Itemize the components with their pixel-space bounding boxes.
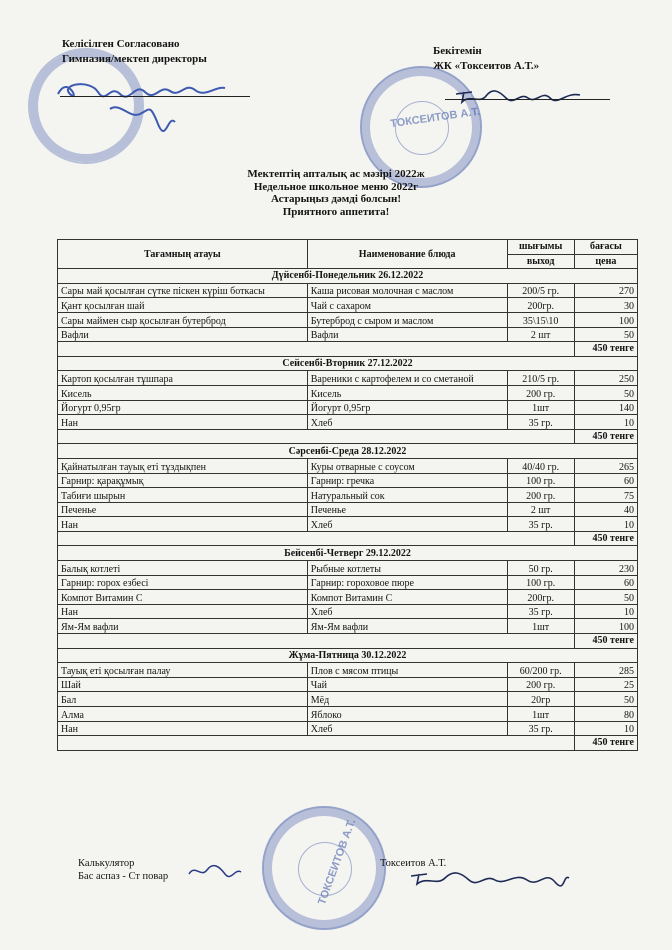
day-total-spacer bbox=[58, 736, 575, 751]
dish-price: 230 bbox=[574, 561, 637, 576]
dish-name-ru: Ям-Ям вафли bbox=[307, 619, 507, 634]
table-row bbox=[58, 721, 638, 736]
day-total: 450 тенге bbox=[574, 342, 637, 357]
dish-name-kz: Қайнатылған тауық еті тұздықпен bbox=[58, 458, 308, 473]
dish-portion: 200 гр. bbox=[507, 677, 574, 692]
dish-portion: 40/40 гр. bbox=[507, 458, 574, 473]
table-row bbox=[58, 590, 638, 605]
col-header-ru: Наименование блюда bbox=[307, 240, 507, 269]
dish-price: 25 bbox=[574, 677, 637, 692]
cook-signature bbox=[185, 860, 245, 882]
day-total-row bbox=[58, 531, 638, 546]
dish-name-ru: Вафли bbox=[307, 327, 507, 342]
dish-name-ru: Рыбные котлеты bbox=[307, 561, 507, 576]
dish-name-ru: Хлеб bbox=[307, 415, 507, 430]
director-signature-line bbox=[60, 96, 250, 97]
dish-portion: 1шт bbox=[507, 707, 574, 722]
dish-name-ru: Мёд bbox=[307, 692, 507, 707]
table-row bbox=[58, 371, 638, 386]
dish-price: 10 bbox=[574, 517, 637, 532]
dish-name-ru: Хлеб bbox=[307, 721, 507, 736]
dish-price: 250 bbox=[574, 371, 637, 386]
day-header-row bbox=[58, 444, 638, 459]
dish-price: 30 bbox=[574, 298, 637, 313]
day-total: 450 тенге bbox=[574, 429, 637, 444]
dish-name-ru: Бутерброд с сыром и маслом bbox=[307, 312, 507, 327]
col-header-price-ru: цена bbox=[574, 254, 637, 269]
table-row bbox=[58, 327, 638, 342]
dish-price: 100 bbox=[574, 619, 637, 634]
day-title: Дүйсенбі-Понедельник 26.12.2022 bbox=[58, 269, 638, 284]
dish-price: 270 bbox=[574, 283, 637, 298]
approver-signature bbox=[450, 80, 590, 110]
table-row bbox=[58, 312, 638, 327]
director-signature bbox=[50, 64, 250, 144]
dish-price: 10 bbox=[574, 415, 637, 430]
dish-portion: 200гр. bbox=[507, 298, 574, 313]
table-row bbox=[58, 517, 638, 532]
header-left-line2: Гимназия/мектеп директоры bbox=[62, 53, 207, 65]
dish-name-ru: Гарнир: гороховое пюре bbox=[307, 575, 507, 590]
dish-portion: 200 гр. bbox=[507, 488, 574, 503]
day-total: 450 тенге bbox=[574, 634, 637, 649]
col-header-kz: Тағамның атауы bbox=[58, 240, 308, 269]
col-header-out-ru: выход bbox=[507, 254, 574, 269]
dish-name-kz: Нан bbox=[58, 415, 308, 430]
dish-name-ru: Йогурт 0,95гр bbox=[307, 400, 507, 415]
dish-portion: 200 гр. bbox=[507, 385, 574, 400]
dish-price: 50 bbox=[574, 590, 637, 605]
day-total-row bbox=[58, 342, 638, 357]
title-line4: Приятного аппетита! bbox=[282, 205, 390, 218]
table-row bbox=[58, 502, 638, 517]
table-row bbox=[58, 283, 638, 298]
table-row bbox=[58, 677, 638, 692]
dish-name-kz: Гарнир: горох езбесі bbox=[58, 575, 308, 590]
day-header-row bbox=[58, 648, 638, 663]
title-line3: Астарыңыз дәмді болсын! bbox=[270, 193, 402, 205]
day-header-row bbox=[58, 269, 638, 284]
dish-name-kz: Йогурт 0,95гр bbox=[58, 400, 308, 415]
dish-name-kz: Нан bbox=[58, 604, 308, 619]
dish-name-kz: Бал bbox=[58, 692, 308, 707]
dish-price: 10 bbox=[574, 604, 637, 619]
dish-portion: 50 гр. bbox=[507, 561, 574, 576]
menu-title bbox=[0, 168, 672, 218]
table-row bbox=[58, 604, 638, 619]
title-line1: Мектептің апталық ас мәзірі 2022ж bbox=[247, 168, 425, 180]
dish-price: 60 bbox=[574, 575, 637, 590]
dish-name-ru: Каша рисовая молочная с маслом bbox=[307, 283, 507, 298]
dish-name-kz: Гарнир: қарақұмық bbox=[58, 473, 308, 488]
dish-name-ru: Чай с сахаром bbox=[307, 298, 507, 313]
dish-price: 50 bbox=[574, 692, 637, 707]
table-row bbox=[58, 575, 638, 590]
day-total: 450 тенге bbox=[574, 531, 637, 546]
dish-portion: 35 гр. bbox=[507, 415, 574, 430]
dish-name-ru: Гарнир: гречка bbox=[307, 473, 507, 488]
table-row bbox=[58, 692, 638, 707]
dish-name-ru: Кисель bbox=[307, 385, 507, 400]
table-row bbox=[58, 707, 638, 722]
dish-portion: 100 гр. bbox=[507, 575, 574, 590]
footer-signature bbox=[405, 864, 575, 890]
dish-price: 60 bbox=[574, 473, 637, 488]
col-header-price-kz: бағасы bbox=[574, 240, 637, 255]
day-title: Бейсенбі-Четверг 29.12.2022 bbox=[58, 546, 638, 561]
dish-name-ru: Куры отварные с соусом bbox=[307, 458, 507, 473]
dish-name-kz: Шай bbox=[58, 677, 308, 692]
dish-name-kz: Балық котлеті bbox=[58, 561, 308, 576]
dish-portion: 200/5 гр. bbox=[507, 283, 574, 298]
day-total: 450 тенге bbox=[574, 736, 637, 751]
col-header-out-kz: шығымы bbox=[507, 240, 574, 255]
table-row bbox=[58, 458, 638, 473]
dish-portion: 35 гр. bbox=[507, 604, 574, 619]
table-row bbox=[58, 561, 638, 576]
dish-portion: 2 шт bbox=[507, 502, 574, 517]
dish-portion: 1шт bbox=[507, 619, 574, 634]
approver-signature-line bbox=[445, 99, 610, 100]
dish-name-kz: Компот Витамин С bbox=[58, 590, 308, 605]
dish-portion: 35\15\10 bbox=[507, 312, 574, 327]
day-total-spacer bbox=[58, 634, 575, 649]
day-total-spacer bbox=[58, 531, 575, 546]
dish-name-kz: Сары май қосылған сүтке піскен күріш боткасы bbox=[58, 283, 308, 298]
footer-left bbox=[78, 857, 168, 883]
dish-portion: 35 гр. bbox=[507, 517, 574, 532]
dish-name-ru: Хлеб bbox=[307, 604, 507, 619]
dish-portion: 2 шт bbox=[507, 327, 574, 342]
dish-name-ru: Чай bbox=[307, 677, 507, 692]
day-header-row bbox=[58, 356, 638, 371]
dish-name-kz: Сары маймен сыр қосылған бутерброд bbox=[58, 312, 308, 327]
day-title: Сәрсенбі-Среда 28.12.2022 bbox=[58, 444, 638, 459]
table-row bbox=[58, 473, 638, 488]
dish-name-kz: Вафли bbox=[58, 327, 308, 342]
dish-portion: 60/200 гр. bbox=[507, 663, 574, 678]
table-row bbox=[58, 488, 638, 503]
day-total-row bbox=[58, 634, 638, 649]
dish-name-ru: Компот Витамин С bbox=[307, 590, 507, 605]
table-row bbox=[58, 619, 638, 634]
dish-name-kz: Ям-Ям вафли bbox=[58, 619, 308, 634]
day-header-row bbox=[58, 546, 638, 561]
day-title: Сейсенбі-Вторник 27.12.2022 bbox=[58, 356, 638, 371]
dish-price: 50 bbox=[574, 385, 637, 400]
menu-table bbox=[57, 239, 638, 751]
table-row bbox=[58, 400, 638, 415]
dish-name-kz: Кисель bbox=[58, 385, 308, 400]
dish-price: 40 bbox=[574, 502, 637, 517]
day-total-spacer bbox=[58, 429, 575, 444]
dish-name-ru: Яблоко bbox=[307, 707, 507, 722]
day-total-spacer bbox=[58, 342, 575, 357]
header-left bbox=[62, 37, 207, 67]
company-stamp-bottom bbox=[262, 806, 386, 930]
dish-name-kz: Қант қосылған шай bbox=[58, 298, 308, 313]
dish-name-ru: Натуральный сок bbox=[307, 488, 507, 503]
dish-name-ru: Вареники с картофелем и со сметаной bbox=[307, 371, 507, 386]
dish-name-kz: Нан bbox=[58, 721, 308, 736]
title-line2: Недельное школьное меню 2022г bbox=[253, 180, 419, 193]
header-right-line2: ЖК «Токсеитов А.Т.» bbox=[433, 60, 540, 72]
day-total-row bbox=[58, 429, 638, 444]
dish-portion: 35 гр. bbox=[507, 721, 574, 736]
dish-price: 75 bbox=[574, 488, 637, 503]
dish-portion: 100 гр. bbox=[507, 473, 574, 488]
day-title: Жұма-Пятница 30.12.2022 bbox=[58, 648, 638, 663]
dish-name-kz: Нан bbox=[58, 517, 308, 532]
header-right-line1: Бекітемін bbox=[433, 45, 482, 57]
table-row bbox=[58, 663, 638, 678]
dish-name-kz: Картоп қосылған тұшпара bbox=[58, 371, 308, 386]
dish-name-ru: Хлеб bbox=[307, 517, 507, 532]
table-header-row bbox=[58, 240, 638, 255]
table-row bbox=[58, 415, 638, 430]
footer-line1: Калькулятор bbox=[78, 858, 135, 869]
dish-price: 100 bbox=[574, 312, 637, 327]
dish-name-ru: Плов с мясом птицы bbox=[307, 663, 507, 678]
footer-line2: Бас аспаз - Ст повар bbox=[78, 871, 169, 882]
footer-name: Токсеитов А.Т. bbox=[380, 858, 447, 869]
dish-portion: 210/5 гр. bbox=[507, 371, 574, 386]
dish-price: 265 bbox=[574, 458, 637, 473]
dish-portion: 20гр bbox=[507, 692, 574, 707]
dish-name-kz: Тауық еті қосылған палау bbox=[58, 663, 308, 678]
dish-name-kz: Алма bbox=[58, 707, 308, 722]
dish-price: 140 bbox=[574, 400, 637, 415]
dish-name-kz: Табиғи шырын bbox=[58, 488, 308, 503]
header-right bbox=[433, 44, 539, 74]
dish-price: 10 bbox=[574, 721, 637, 736]
company-stamp-top-text: ТОКСЕИТОВ А.Т. bbox=[389, 105, 481, 131]
dish-name-ru: Печенье bbox=[307, 502, 507, 517]
table-row bbox=[58, 385, 638, 400]
dish-name-kz: Печенье bbox=[58, 502, 308, 517]
dish-price: 50 bbox=[574, 327, 637, 342]
day-total-row bbox=[58, 736, 638, 751]
table-row bbox=[58, 298, 638, 313]
company-stamp-bottom-text: ТОКСЕИТОВ А.Т. bbox=[316, 817, 359, 907]
dish-portion: 1шт bbox=[507, 400, 574, 415]
menu-body bbox=[58, 269, 638, 751]
dish-price: 80 bbox=[574, 707, 637, 722]
dish-price: 285 bbox=[574, 663, 637, 678]
dish-portion: 200гр. bbox=[507, 590, 574, 605]
header-left-line1: Келісілген Согласовано bbox=[62, 38, 180, 50]
